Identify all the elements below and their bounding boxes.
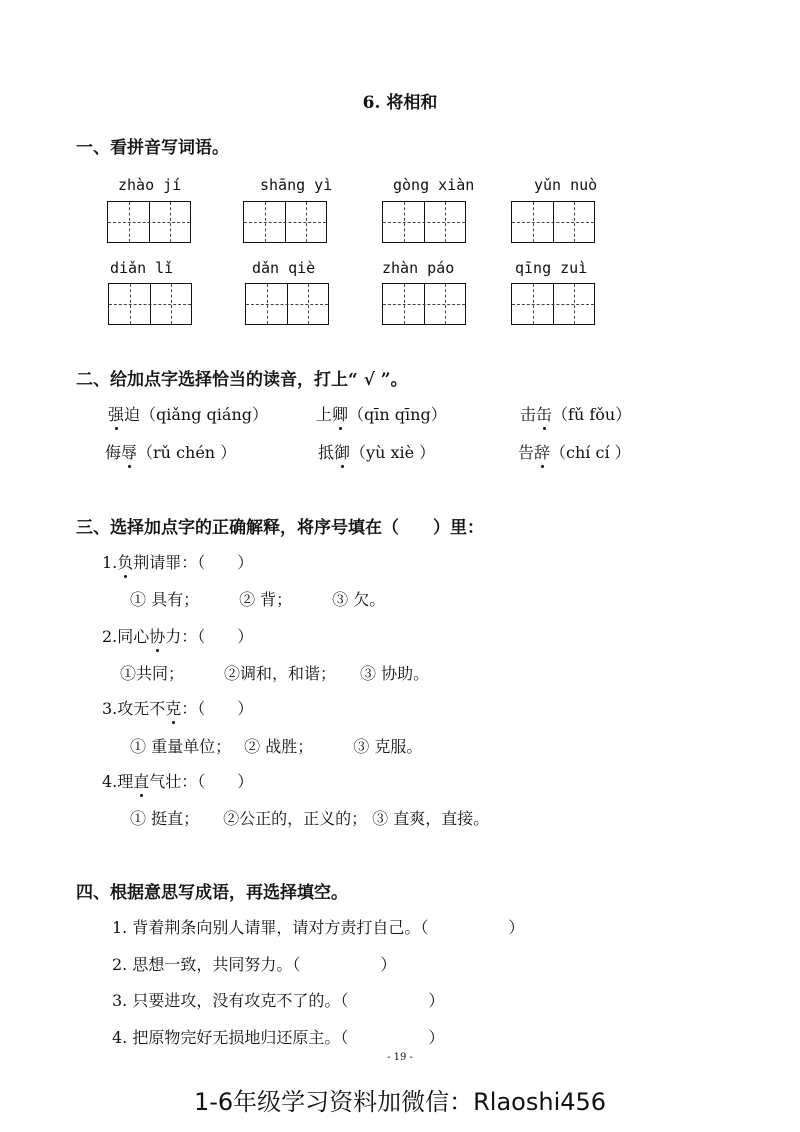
- writing-box-2[interactable]: [243, 201, 327, 243]
- idiom-question-2[interactable]: 2. 思想一致，共同努力。（ ）: [112, 955, 397, 974]
- section-1-heading: 一、看拼音写词语。: [76, 138, 229, 158]
- pinyin-8: qīng zuì: [515, 259, 588, 277]
- writing-box-1[interactable]: [107, 201, 191, 243]
- idiom-question-4[interactable]: 4. 把原物完好无损地归还原主。（ ）: [112, 1028, 445, 1047]
- meaning-options-4: ① 挺直； ②公正的，正义的； ③ 直爽，直接。: [130, 809, 490, 828]
- writing-box-7[interactable]: [382, 283, 466, 325]
- reading-item-1[interactable]: 强迫（qiǎng qiáng）: [108, 402, 268, 425]
- pinyin-7: zhàn páo: [382, 259, 455, 277]
- reading-item-2[interactable]: 上卿（qīn qīng）: [316, 402, 447, 425]
- reading-item-5[interactable]: 抵御（yù xiè ）: [318, 440, 435, 463]
- pinyin-3: gòng xiàn: [393, 176, 475, 194]
- meaning-options-1: ① 具有； ② 背； ③ 欠。: [130, 590, 386, 609]
- dotted-char: 缶: [536, 402, 552, 425]
- meaning-question-4[interactable]: 4.理直气壮：（ ）: [102, 769, 253, 792]
- dotted-char: 辱: [121, 440, 137, 463]
- meaning-question-2[interactable]: 2.同心协力：（ ）: [102, 624, 253, 647]
- dotted-char: 强: [108, 402, 124, 425]
- footer-notice: 1-6年级学习资料加微信：Rlaoshi456: [193, 1088, 607, 1116]
- writing-box-5[interactable]: [108, 283, 192, 325]
- section-3-heading: 三、选择加点字的正确解释，将序号填在（ ）里：: [76, 518, 484, 538]
- meaning-question-3[interactable]: 3.攻无不克：（ ）: [102, 696, 253, 719]
- pinyin-1: zhào jí: [118, 176, 182, 194]
- reading-item-3[interactable]: 击缶（fǔ fǒu）: [520, 402, 631, 425]
- meaning-question-1[interactable]: 1.负荆请罪：（ ）: [102, 550, 253, 573]
- reading-item-4[interactable]: 侮辱（rǔ chén ）: [105, 440, 236, 463]
- dotted-char: 直: [133, 769, 149, 792]
- writing-box-3[interactable]: [382, 201, 466, 243]
- writing-box-6[interactable]: [245, 283, 329, 325]
- dotted-char: 克: [165, 696, 181, 719]
- meaning-options-2: ①共同； ②调和，和谐； ③ 协助。: [120, 664, 430, 683]
- dotted-char: 协: [149, 624, 165, 647]
- meaning-options-3: ① 重量单位； ② 战胜； ③ 克服。: [130, 737, 423, 756]
- idiom-question-3[interactable]: 3. 只要进攻，没有攻克不了的。（ ）: [112, 991, 445, 1010]
- idiom-question-1[interactable]: 1. 背着荆条向别人请罪，请对方责打自己。（ ）: [112, 918, 525, 937]
- pinyin-5: diǎn lǐ: [110, 259, 174, 277]
- pinyin-4: yǔn nuò: [534, 176, 598, 194]
- pinyin-2: shāng yì: [260, 176, 333, 194]
- dotted-char: 辞: [534, 440, 550, 463]
- writing-box-8[interactable]: [511, 283, 595, 325]
- section-4-heading: 四、根据意思写成语，再选择填空。: [76, 883, 348, 903]
- page-number: - 19 -: [387, 1052, 413, 1063]
- section-2-heading: 二、给加点字选择恰当的读音，打上“ √ ”。: [76, 370, 408, 390]
- page-title: 6. 将相和: [362, 93, 438, 113]
- reading-item-6[interactable]: 告辞（chí cí ）: [518, 440, 631, 463]
- dotted-char: 御: [334, 440, 350, 463]
- dotted-char: 卿: [332, 402, 348, 425]
- dotted-char: 负: [117, 550, 133, 573]
- pinyin-6: dǎn qiè: [252, 259, 316, 277]
- writing-box-4[interactable]: [511, 201, 595, 243]
